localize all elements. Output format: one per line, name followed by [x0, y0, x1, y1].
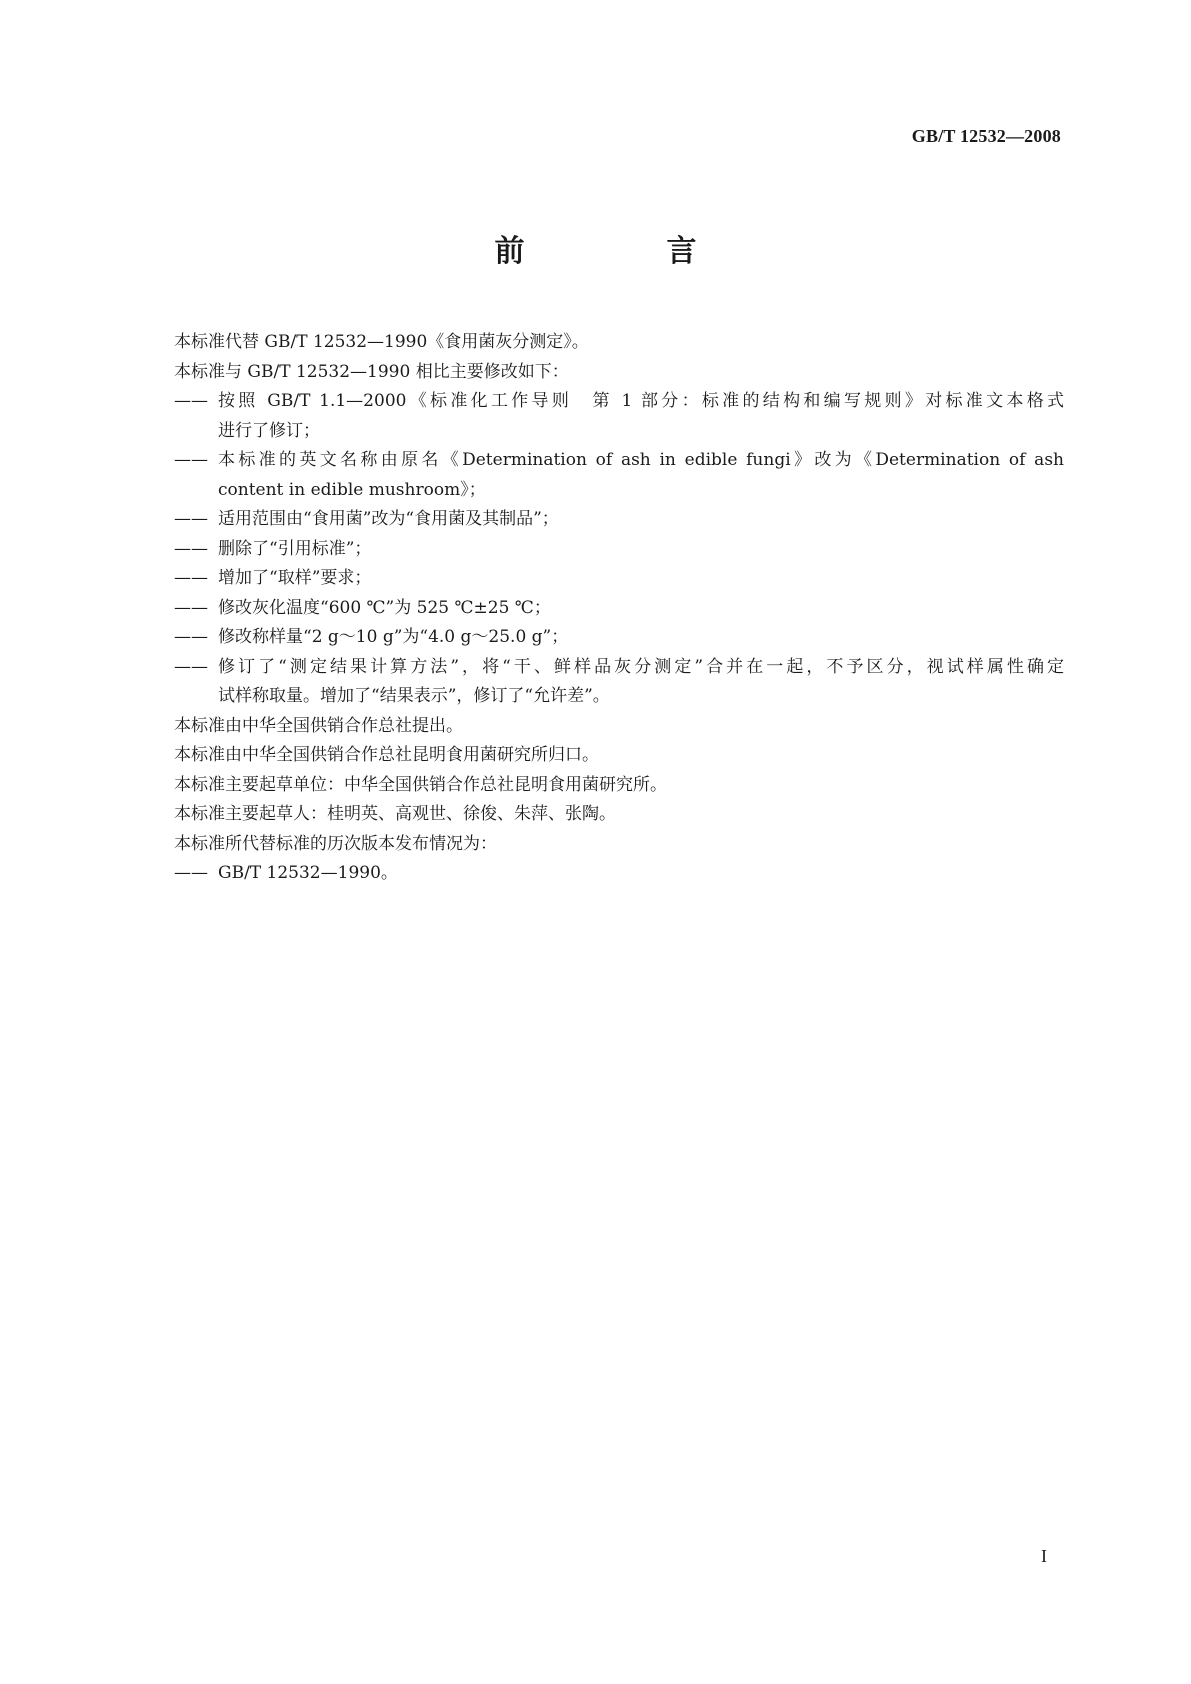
- change-item: [174, 594, 1064, 624]
- change-item-line1: 本标准的英文名称由原名《Determination of ash in edible fungi》改为《Determination of ash: [218, 450, 1064, 470]
- change-item-line1: 修订了“测定结果计算方法”，将“干、鲜样品灰分测定”合并在一起，不予区分，视试样属性确定: [218, 656, 1064, 677]
- change-item-line1: 适用范围由“食用菌”改为“食用菌及其制品”；: [218, 509, 559, 529]
- dash-marker: ——: [174, 597, 208, 618]
- dash-marker: ——: [174, 450, 208, 470]
- dash-marker: ——: [174, 863, 208, 883]
- change-item: [174, 446, 1064, 505]
- change-item: [174, 564, 1064, 594]
- page-number: I: [1041, 1546, 1047, 1566]
- change-item-line2: content in edible mushroom》；: [218, 479, 486, 500]
- document-code: GB/T 12532—2008: [911, 126, 1061, 146]
- change-item-line1: 修改称样量“2 g～10 g”为“4.0 g～25.0 g”；: [218, 627, 569, 647]
- dash-marker: ——: [174, 656, 208, 677]
- change-item: [174, 535, 1064, 565]
- history-item: [174, 859, 1064, 889]
- paragraph-history-intro: 本标准所代替标准的历次版本发布情况为：: [174, 833, 497, 854]
- paragraph-drafters: 本标准主要起草人：桂明英、高观世、徐俊、朱萍、张陶。: [174, 804, 616, 824]
- change-item: [174, 653, 1064, 712]
- dash-marker: ——: [174, 627, 208, 647]
- dash-marker: ——: [174, 391, 208, 411]
- history-item-text: GB/T 12532—1990。: [218, 863, 398, 883]
- paragraph-centralized-by: 本标准由中华全国供销合作总社昆明食用菌研究所归口。: [174, 745, 599, 765]
- change-item: [174, 623, 1064, 653]
- change-item: [174, 387, 1064, 446]
- document-body: [174, 328, 1064, 889]
- change-item-line1: 增加了“取样”要求；: [218, 568, 372, 588]
- change-item-line1: 删除了“引用标准”；: [218, 538, 372, 559]
- dash-marker: ——: [174, 568, 208, 588]
- change-item-line2: 进行了修订；: [218, 420, 320, 441]
- paragraph-proposed-by: 本标准由中华全国供销合作总社提出。: [174, 715, 463, 736]
- paragraph-replaces: 本标准代替 GB/T 12532—1990《食用菌灰分测定》。: [174, 332, 589, 352]
- change-item-line1: 修改灰化温度“600 ℃”为 525 ℃±25 ℃；: [218, 597, 551, 618]
- dash-marker: ——: [174, 538, 208, 559]
- change-item: [174, 505, 1064, 535]
- change-item-line2: 试样称取量。增加了“结果表示”，修订了“允许差”。: [218, 686, 610, 706]
- change-item-line1: 按照 GB/T 1.1—2000《标准化工作导则 第 1 部分：标准的结构和编写规则》对标准文本格式: [218, 391, 1064, 411]
- paragraph-drafting-unit: 本标准主要起草单位：中华全国供销合作总社昆明食用菌研究所。: [174, 774, 667, 795]
- page-title: 前 言: [494, 234, 753, 269]
- dash-marker: ——: [174, 509, 208, 529]
- paragraph-changes-intro: 本标准与 GB/T 12532—1990 相比主要修改如下：: [174, 361, 569, 382]
